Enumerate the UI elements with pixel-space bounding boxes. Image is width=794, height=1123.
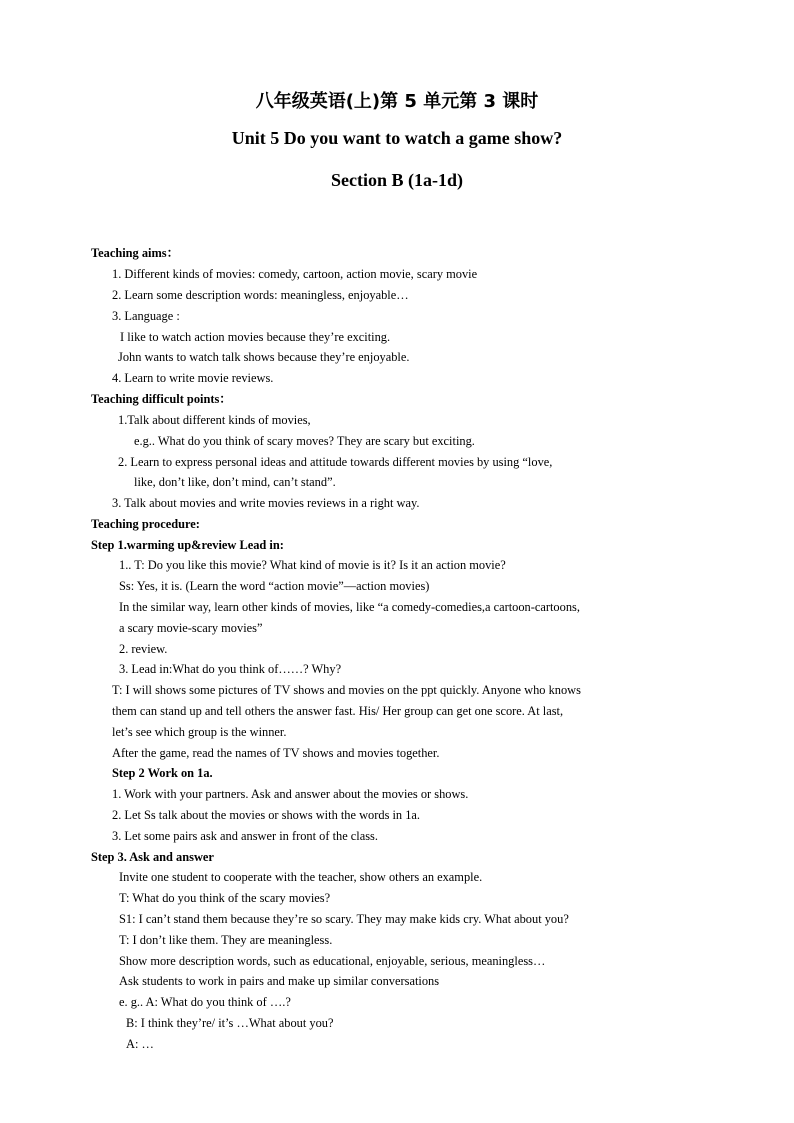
section-title: Section B (1a-1d) xyxy=(331,170,463,190)
step3-line: B: I think they’re/ it’s …What about you? xyxy=(126,1016,334,1030)
step3-line: e. g.. A: What do you think of ….? xyxy=(119,995,291,1009)
step3-line: T: I don’t like them. They are meaningless. xyxy=(119,933,333,947)
difficult-heading: Teaching difficult points： xyxy=(91,392,232,406)
step2-heading: Step 2 Work on 1a. xyxy=(112,766,213,780)
step3-heading: Step 3. Ask and answer xyxy=(91,850,214,864)
step1-line: T: I will shows some pictures of TV shows and movies on the ppt quickly. Anyone who knows xyxy=(112,683,581,697)
step3-line: Ask students to work in pairs and make up similar conversations xyxy=(119,974,440,988)
step1-line: In the similar way, learn other kinds of movies, like “a comedy-comedies,a cartoon-cartoons, xyxy=(119,600,580,614)
step1-line: Ss: Yes, it is. (Learn the word “action movie”—action movies) xyxy=(119,579,430,593)
step3-line: Invite one student to cooperate with the teacher, show others an example. xyxy=(119,870,483,884)
step3-line: T: What do you think of the scary movies? xyxy=(119,891,331,905)
difficult-item: 1.Talk about different kinds of movies, xyxy=(118,413,311,427)
step2-line: 3. Let some pairs ask and answer in front of the class. xyxy=(112,829,378,843)
aims-item: 4. Learn to write movie reviews. xyxy=(112,371,274,385)
difficult-item: like, don’t like, don’t mind, can’t stand”. xyxy=(134,475,336,489)
step1-line: 2. review. xyxy=(119,642,168,656)
step1-line: let’s see which group is the winner. xyxy=(112,725,287,739)
aims-item: 2. Learn some description words: meaningless, enjoyable… xyxy=(112,288,409,302)
aims-item: John wants to watch talk shows because they’re enjoyable. xyxy=(118,350,410,364)
aims-item: 1. Different kinds of movies: comedy, cartoon, action movie, scary movie xyxy=(112,267,478,281)
difficult-item: e.g.. What do you think of scary moves? They are scary but exciting. xyxy=(134,434,475,448)
step2-line: 2. Let Ss talk about the movies or shows with the words in 1a. xyxy=(112,808,421,822)
step1-line: 3. Lead in:What do you think of……? Why? xyxy=(119,662,342,676)
difficult-item: 2. Learn to express personal ideas and attitude towards different movies by using “love, xyxy=(118,455,553,469)
step3-line: S1: I can’t stand them because they’re so scary. They may make kids cry. What about you? xyxy=(119,912,569,926)
page-title-chinese: 八年级英语(上)第 5 单元第 3 课时 xyxy=(255,91,539,112)
step3-line: A: … xyxy=(126,1037,154,1051)
step3-line: Show more description words, such as educational, enjoyable, serious, meaningless… xyxy=(119,954,546,968)
difficult-item: 3. Talk about movies and write movies reviews in a right way. xyxy=(112,496,420,510)
step1-line: a scary movie-scary movies” xyxy=(119,621,263,635)
unit-title: Unit 5 Do you want to watch a game show? xyxy=(231,128,563,148)
step1-line: 1.. T: Do you like this movie? What kind of movie is it? Is it an action movie? xyxy=(119,558,506,572)
step1-line: After the game, read the names of TV shows and movies together. xyxy=(112,746,440,760)
aims-item: 3. Language : xyxy=(112,309,180,323)
aims-heading: Teaching aims： xyxy=(91,246,180,260)
aims-item: I like to watch action movies because they’re exciting. xyxy=(120,330,391,344)
step1-heading: Step 1.warming up&review Lead in: xyxy=(91,538,284,552)
procedure-heading: Teaching procedure: xyxy=(91,517,200,531)
step2-line: 1. Work with your partners. Ask and answer about the movies or shows. xyxy=(112,787,469,801)
step1-line: them can stand up and tell others the answer fast. His/ Her group can get one score. At last, xyxy=(112,704,564,718)
